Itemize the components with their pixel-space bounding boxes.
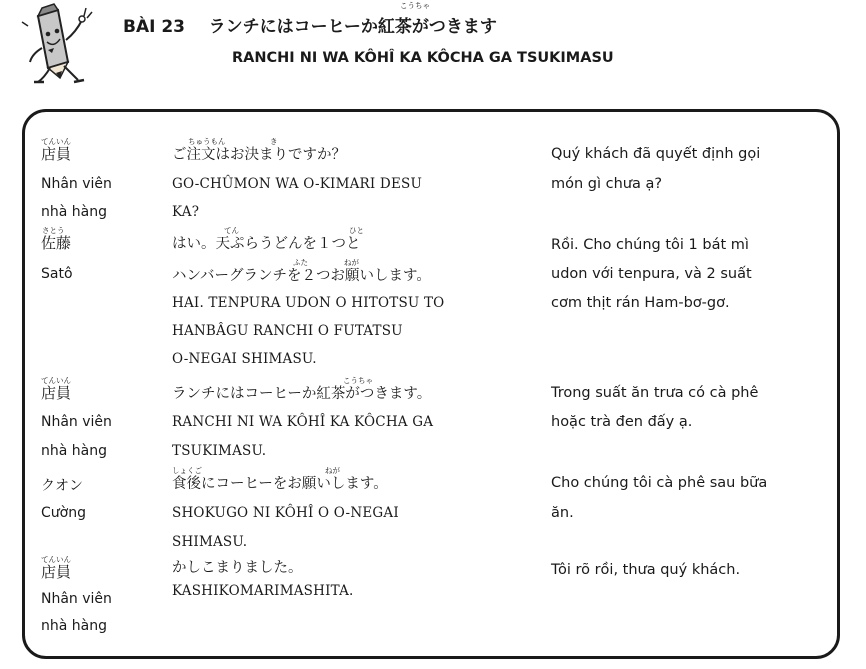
speaker-vi: nhà hàng [41, 204, 107, 220]
speaker-jp: 店員 [41, 145, 72, 163]
romaji-line: KASHIKOMARIMASHITA. [172, 583, 354, 599]
speaker-vi: Nhân viên [41, 591, 112, 607]
jp-furigana: き [270, 137, 278, 146]
speaker-jp: 佐藤 [41, 234, 72, 252]
jp-furigana: ねが [325, 466, 340, 475]
speaker-vi: Nhân viên [41, 176, 112, 192]
vi-line: cơm thịt rán Ham-bơ-gơ. [551, 295, 730, 311]
jp-furigana: しょくご [172, 466, 202, 475]
romaji-line: TSUKIMASU. [172, 443, 267, 459]
speaker-jp: 店員 [41, 384, 72, 402]
vi-line: udon với tenpura, và 2 suất [551, 266, 752, 282]
vi-line: món gì chưa ạ? [551, 176, 663, 192]
jp-furigana: てん [224, 226, 239, 235]
speaker-vi: nhà hàng [41, 618, 107, 634]
romaji-line: KA? [172, 204, 200, 220]
romaji-line: HAI. TENPURA UDON O HITOTSU TO [172, 295, 445, 311]
romaji-line: GO-CHÛMON WA O-KIMARI DESU [172, 176, 423, 192]
speaker-jp-furigana: てんいん [41, 137, 71, 146]
speaker-vi: nhà hàng [41, 443, 107, 459]
speaker-vi: Satô [41, 266, 73, 282]
lesson-number: BÀI 23 [123, 17, 186, 37]
vi-line: ăn. [551, 505, 574, 521]
speaker-jp-furigana: さとう [42, 226, 65, 235]
vi-line: hoặc trà đen đấy ạ. [551, 414, 693, 430]
speaker-jp-furigana: てんいん [41, 376, 71, 385]
jp-line: ランチにはコーヒーか紅茶がつきます。 [172, 386, 432, 402]
jp-furigana: ひと [349, 226, 364, 235]
romaji-line: O-NEGAI SHIMASU. [172, 351, 317, 367]
jp-line: かしこまりました。 [172, 560, 303, 576]
romaji-line: SHIMASU. [172, 534, 248, 550]
vi-line: Trong suất ăn trưa có cà phê [551, 385, 759, 401]
jp-furigana: ちゅうもん [188, 137, 226, 146]
lesson-title-jp: ランチにはコーヒーか紅茶がつきます [208, 17, 497, 37]
romaji-line: HANBÂGU RANCHI O FUTATSU [172, 323, 403, 339]
lesson-title-furigana: こうちゃ [400, 1, 430, 10]
lesson-header [0, 0, 866, 100]
speaker-vi: Nhân viên [41, 414, 112, 430]
speaker-jp: クオン [41, 478, 83, 494]
jp-line: ハンバーグランチを２つお願いします。 [172, 268, 431, 284]
jp-line: ご注文はお決まりですか？ [172, 147, 346, 163]
lesson-title-romaji: RANCHI NI WA KÔHÎ KA KÔCHA GA TSUKIMASU [232, 50, 614, 66]
speaker-vi: Cường [41, 505, 86, 521]
romaji-line: RANCHI NI WA KÔHÎ KA KÔCHA GA [172, 414, 434, 430]
speaker-jp-furigana: てんいん [41, 555, 71, 564]
vi-line: Tôi rõ rồi, thưa quý khách. [551, 562, 741, 578]
jp-line: 食後にコーヒーをお願いします。 [172, 476, 388, 492]
jp-line: はい。天ぷらうどんを１つと [172, 236, 361, 252]
pencil-mascot-icon [14, 2, 96, 88]
jp-furigana: ふた [293, 258, 308, 267]
lesson-title-line [123, 12, 497, 37]
jp-furigana: ねが [344, 258, 359, 267]
vi-line: Cho chúng tôi cà phê sau bữa [551, 475, 768, 491]
romaji-line: SHOKUGO NI KÔHÎ O O-NEGAI [172, 505, 399, 521]
vi-line: Quý khách đã quyết định gọi [551, 146, 761, 162]
speaker-jp: 店員 [41, 563, 72, 581]
jp-furigana: こうちゃ [343, 376, 373, 385]
vi-line: Rồi. Cho chúng tôi 1 bát mì [551, 237, 749, 253]
